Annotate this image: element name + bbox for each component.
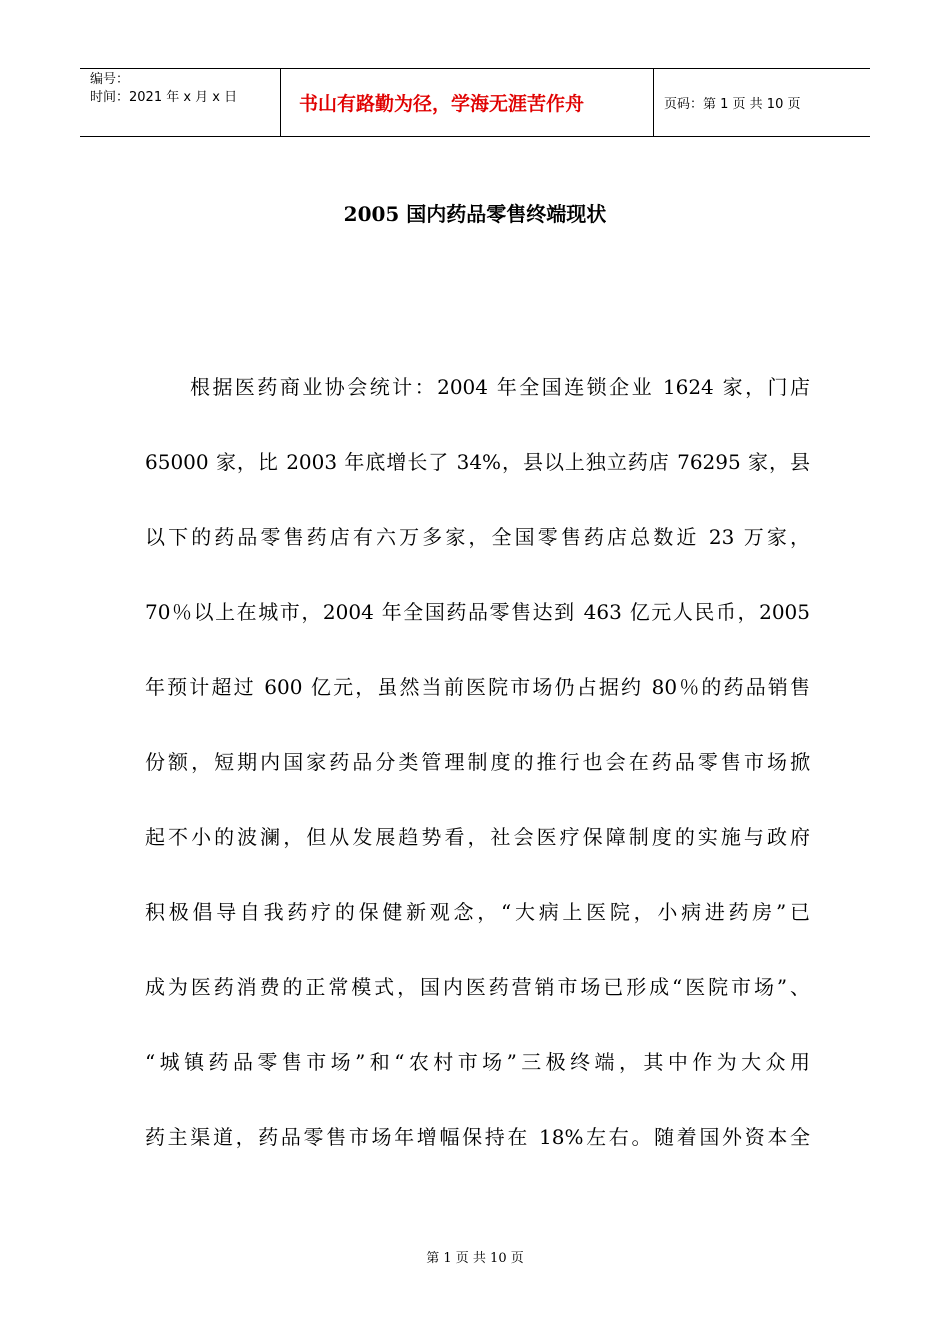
body-line: 成为医药消费的正常模式，国内医药营销市场已形成“医院市场”、 <box>145 975 810 999</box>
time-label: 时间：2021 年 x 月 x 日 <box>90 90 238 105</box>
body-line: 积极倡导自我药疗的保健新观念，“大病上医院，小病进药房”已 <box>145 900 810 924</box>
body-line: 年预计超过 600 亿元，虽然当前医院市场仍占据约 80％的药品销售 <box>145 675 810 699</box>
header-motto: 书山有路勤为径，学海无涯苦作舟 <box>281 69 654 136</box>
document-header <box>80 68 870 137</box>
document-body <box>145 356 810 1181</box>
body-line: 65000 家，比 2003 年底增长了 34%，县以上独立药店 76295 家，县 <box>145 450 810 474</box>
body-line: 70％以上在城市，2004 年全国药品零售达到 463 亿元人民币，2005 <box>145 600 810 624</box>
number-label: 编号： <box>90 72 130 87</box>
body-line: 药主渠道，药品零售市场年增幅保持在 18%左右。随着国外资本全 <box>145 1125 810 1149</box>
page-footer: 第 1 页 共 10 页 <box>426 1251 524 1266</box>
body-line: 份额，短期内国家药品分类管理制度的推行也会在药品零售市场掀 <box>145 750 810 774</box>
body-line: 根据医药商业协会统计：2004 年全国连锁企业 1624 家，门店 <box>190 375 810 399</box>
header-meta <box>80 69 281 136</box>
body-line: 以下的药品零售药店有六万多家，全国零售药店总数近 23 万家， <box>145 525 810 549</box>
document-title: 2005 国内药品零售终端现状 <box>343 202 607 226</box>
body-line: “城镇药品零售市场”和“农村市场”三极终端，其中作为大众用 <box>145 1050 810 1074</box>
body-line: 起不小的波澜，但从发展趋势看，社会医疗保障制度的实施与政府 <box>145 825 810 849</box>
header-page-info: 页码：第 1 页 共 10 页 <box>664 97 801 112</box>
